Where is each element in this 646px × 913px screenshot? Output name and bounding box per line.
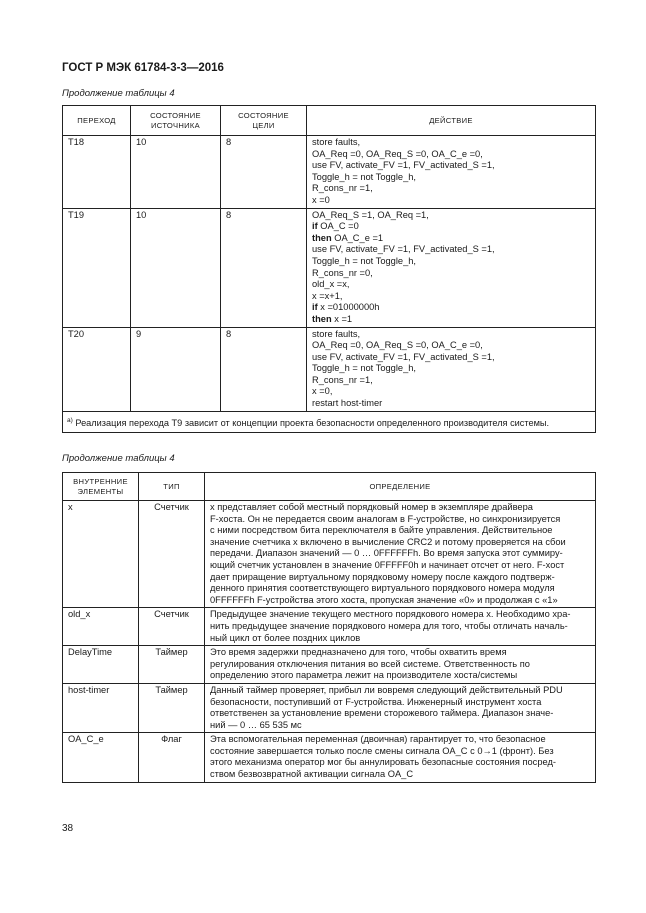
action-line bbox=[312, 340, 590, 352]
action-line bbox=[312, 137, 590, 149]
action-line bbox=[312, 244, 590, 256]
action-text: use FV, activate_FV =1, FV_activated_S =1, bbox=[312, 160, 495, 171]
internal-elements-table bbox=[62, 472, 596, 783]
action-text: OA_Req =0, OA_Req_S =0, OA_C_e =0, bbox=[312, 148, 483, 159]
definition-line: Это время задержки предназначено для того, чтобы охватить время bbox=[210, 647, 507, 658]
action-line bbox=[312, 375, 590, 387]
definition-line: передачи. Диапазон значений — 0 … 0FFFFFFh. Во время запуска этот суммиру- bbox=[210, 548, 563, 559]
action-text: x =01000000h bbox=[317, 302, 380, 313]
col-header-action: ДЕЙСТВИЕ bbox=[307, 106, 596, 136]
action-text: R_cons_nr =1, bbox=[312, 183, 373, 194]
element-name-cell: x bbox=[63, 501, 139, 608]
action-text: restart host-timer bbox=[312, 398, 383, 409]
definition-line: дает приращение виртуальному порядковому номеру после каждого подтверж- bbox=[210, 571, 555, 582]
action-text: use FV, activate_FV =1, FV_activated_S =1, bbox=[312, 351, 495, 362]
definition-line: значение счетчика x включено в вычисление CRC2 и потому проверяется на сбои bbox=[210, 536, 566, 547]
element-definition-cell bbox=[205, 608, 596, 646]
col-header-source-state: СОСТОЯНИЕ ИСТОЧНИКА bbox=[131, 106, 221, 136]
action-line bbox=[312, 314, 590, 326]
definition-line: x представляет собой местный порядковый номер в экземпляре драйвера bbox=[210, 502, 533, 512]
element-definition-cell bbox=[205, 501, 596, 608]
table-caption-2: Продолжение таблицы 4 bbox=[62, 453, 175, 464]
definition-line: безопасности, поступивший от F-устройства. Инженерный инструмент хоста bbox=[210, 696, 542, 707]
action-text: R_cons_nr =1, bbox=[312, 374, 373, 385]
action-text: x =0, bbox=[312, 386, 333, 397]
target-state-cell: 8 bbox=[221, 136, 307, 209]
action-line bbox=[312, 183, 590, 195]
definition-line: ством безвозвратной активации сигнала OA_C bbox=[210, 769, 414, 780]
action-line bbox=[312, 352, 590, 364]
action-text: x =0 bbox=[312, 194, 330, 205]
transition-cell: T20 bbox=[63, 327, 131, 411]
transition-cell: T19 bbox=[63, 208, 131, 327]
action-text: Toggle_h = not Toggle_h, bbox=[312, 363, 416, 374]
action-text: Toggle_h = not Toggle_h, bbox=[312, 255, 416, 266]
definition-line: определению этого параметра лежит на производителе хоста/системы bbox=[210, 670, 518, 681]
action-text: x =1 bbox=[331, 313, 353, 324]
action-line bbox=[312, 329, 590, 341]
internal-elements-table-header bbox=[63, 473, 596, 501]
target-state-cell: 8 bbox=[221, 327, 307, 411]
definition-line: Предыдущее значение текущего местного порядкового номера x. Необходимо хра- bbox=[210, 609, 571, 620]
action-line bbox=[312, 221, 590, 233]
action-text: OA_Req =0, OA_Req_S =0, OA_C_e =0, bbox=[312, 340, 483, 351]
action-cell bbox=[307, 327, 596, 411]
transition-cell: T18 bbox=[63, 136, 131, 209]
action-text: use FV, activate_FV =1, FV_activated_S =1, bbox=[312, 244, 495, 255]
action-line bbox=[312, 302, 590, 314]
action-text: OA_C =0 bbox=[317, 221, 359, 232]
col-header-transition: ПЕРЕХОД bbox=[63, 106, 131, 136]
action-line bbox=[312, 195, 590, 207]
action-line bbox=[312, 279, 590, 291]
source-state-cell: 10 bbox=[131, 208, 221, 327]
element-type-cell: Таймер bbox=[139, 683, 205, 732]
definition-line: Эта вспомогательная переменная (двоичная) гарантирует то, что безопасное bbox=[210, 734, 546, 745]
col-header-definition: ОПРЕДЕЛЕНИЕ bbox=[205, 473, 596, 501]
footnote-mark: a) bbox=[67, 416, 73, 424]
action-line bbox=[312, 268, 590, 280]
definition-line: ний — 0 … 65 535 мс bbox=[210, 719, 302, 730]
footnote-text: Реализация перехода T9 зависит от концепции проекта безопасности определенного производителя системы. bbox=[75, 417, 550, 428]
action-cell bbox=[307, 208, 596, 327]
action-cell bbox=[307, 136, 596, 209]
footnote-cell bbox=[63, 411, 596, 433]
element-type-cell: Флаг bbox=[139, 733, 205, 782]
col-header-target-state: СОСТОЯНИЕ ЦЕЛИ bbox=[221, 106, 307, 136]
element-definition-cell bbox=[205, 683, 596, 732]
definition-line: 0FFFFFFh F-устройства этого хоста, пропуская значение «0» и продолжая с «1» bbox=[210, 594, 558, 605]
action-line bbox=[312, 172, 590, 184]
transitions-table bbox=[62, 105, 596, 433]
definition-line: этого механизма оператор мог бы аннулировать безопасные состояния посред- bbox=[210, 757, 556, 768]
element-type-cell: Счетчик bbox=[139, 608, 205, 646]
table-row bbox=[63, 608, 596, 646]
action-line bbox=[312, 398, 590, 410]
footnote-row bbox=[63, 411, 596, 433]
definition-line: состояние завершается только после смены сигнала OA_C с 0→1 (фронт). Без bbox=[210, 745, 554, 756]
target-state-cell: 8 bbox=[221, 208, 307, 327]
action-text: store faults, bbox=[312, 137, 361, 147]
definition-line: ющий счетчик установлен в значение 0FFFFF0h и начинает отсчет от него. F-хост bbox=[210, 559, 565, 570]
action-line bbox=[312, 233, 590, 245]
table-row bbox=[63, 501, 596, 608]
action-text: Toggle_h = not Toggle_h, bbox=[312, 171, 416, 182]
action-text: store faults, bbox=[312, 328, 361, 339]
element-name-cell: host-timer bbox=[63, 683, 139, 732]
action-text: OA_Req_S =1, OA_Req =1, bbox=[312, 209, 429, 220]
definition-line: ответственен за установление времени сторожевого таймера. Диапазон значе- bbox=[210, 708, 554, 719]
action-line bbox=[312, 256, 590, 268]
document-header: ГОСТ Р МЭК 61784-3-3—2016 bbox=[62, 62, 224, 74]
action-keyword: then bbox=[312, 313, 332, 324]
definition-line: ный цикл от более поздних циклов bbox=[210, 632, 361, 643]
table-row bbox=[63, 646, 596, 684]
definition-line: F-хоста. Он не передается своим аналогам в F-устройстве, но синхронизируется bbox=[210, 513, 561, 524]
action-line bbox=[312, 149, 590, 161]
definition-line: Данный таймер проверяет, прибыл ли вовремя следующий действительный PDU bbox=[210, 684, 563, 695]
source-state-cell: 10 bbox=[131, 136, 221, 209]
action-text: R_cons_nr =0, bbox=[312, 267, 373, 278]
definition-line: с ними посредством бита переключателя в байте управления. Действительное bbox=[210, 525, 553, 536]
element-type-cell: Таймер bbox=[139, 646, 205, 684]
action-text: old_x =x, bbox=[312, 279, 350, 290]
action-keyword: if bbox=[312, 221, 318, 232]
table-row bbox=[63, 136, 596, 209]
element-definition-cell bbox=[205, 733, 596, 782]
action-line bbox=[312, 160, 590, 172]
transitions-table-header bbox=[63, 106, 596, 136]
element-definition-cell bbox=[205, 646, 596, 684]
definition-line: нить предыдущее значение порядкового номера для того, чтобы отличать началь- bbox=[210, 620, 568, 631]
definition-line: регулирования отключения питания во всей системе. Ответственность по bbox=[210, 658, 530, 669]
source-state-cell: 9 bbox=[131, 327, 221, 411]
action-keyword: then bbox=[312, 232, 332, 243]
action-line bbox=[312, 386, 590, 398]
action-line bbox=[312, 210, 590, 222]
table-row bbox=[63, 327, 596, 411]
table-caption-1: Продолжение таблицы 4 bbox=[62, 88, 175, 99]
table-row bbox=[63, 733, 596, 782]
element-type-cell: Счетчик bbox=[139, 501, 205, 608]
col-header-type: ТИП bbox=[139, 473, 205, 501]
action-text: x =x+1, bbox=[312, 290, 343, 301]
table-row bbox=[63, 208, 596, 327]
action-line bbox=[312, 363, 590, 375]
table-row bbox=[63, 683, 596, 732]
action-keyword: if bbox=[312, 302, 318, 313]
action-line bbox=[312, 291, 590, 303]
element-name-cell: DelayTime bbox=[63, 646, 139, 684]
element-name-cell: old_x bbox=[63, 608, 139, 646]
col-header-internal-elements: ВНУТРЕННИЕ ЭЛЕМЕНТЫ bbox=[63, 473, 139, 501]
definition-line: денного принятия соответствующего виртуального порядкового номера модуля bbox=[210, 583, 555, 594]
action-text: OA_C_e =1 bbox=[331, 232, 384, 243]
element-name-cell: OA_C_e bbox=[63, 733, 139, 782]
page-number: 38 bbox=[62, 823, 74, 834]
